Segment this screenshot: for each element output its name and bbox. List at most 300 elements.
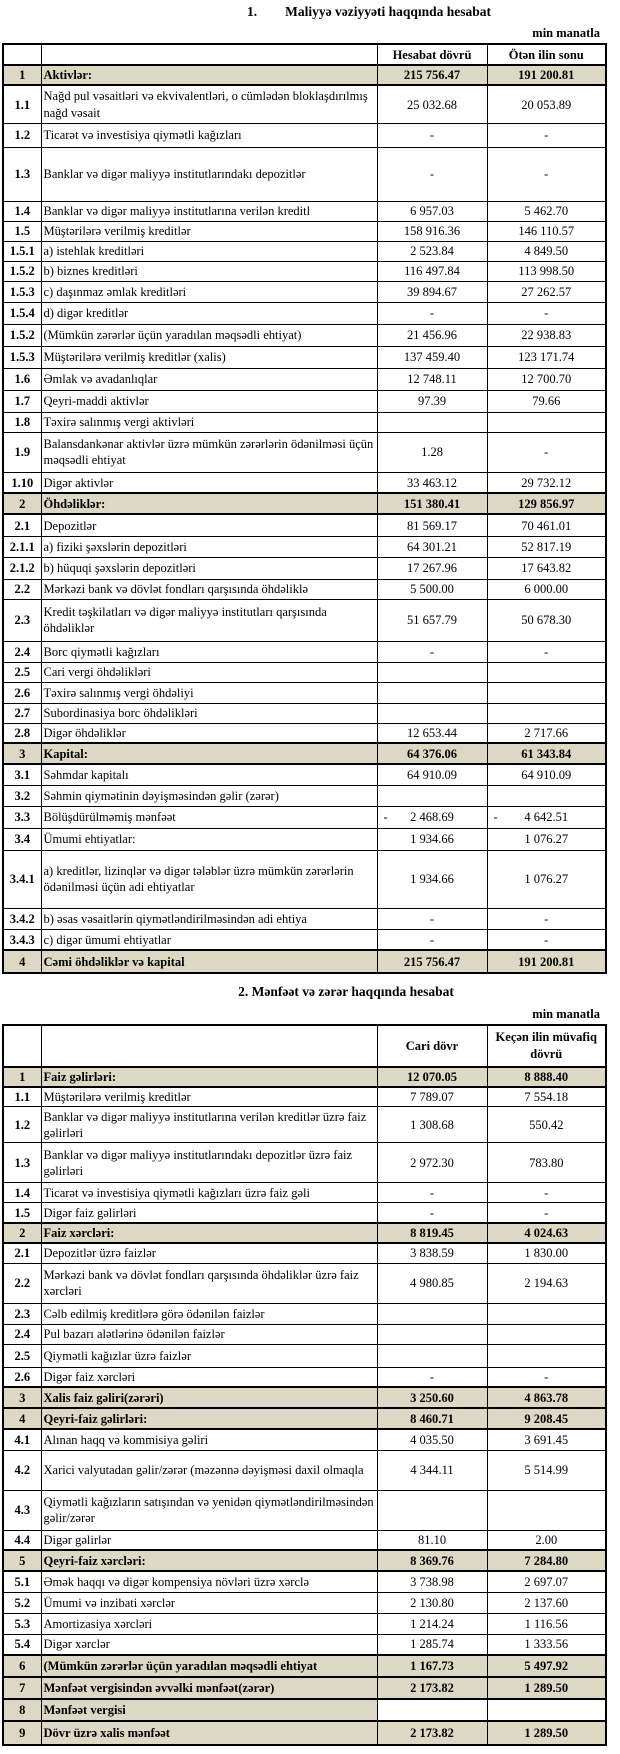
table-row bbox=[3, 1408, 606, 1429]
row-label: b) hüquqi şəxslərin depozitləri bbox=[41, 557, 377, 579]
value-previous: 17 643.82 bbox=[487, 557, 606, 579]
value-previous bbox=[487, 1490, 606, 1530]
value-previous: 61 343.84 bbox=[487, 743, 606, 764]
row-number: 2.5 bbox=[3, 1344, 41, 1367]
row-label: Ümumi və inzibati xərclər bbox=[41, 1592, 377, 1613]
value-current: 8 819.45 bbox=[377, 1223, 487, 1243]
row-label: Digər gəlirlər bbox=[41, 1530, 377, 1550]
row-label: Qiymətli kağızlar üzrə faizlər bbox=[41, 1344, 377, 1367]
value-current bbox=[377, 662, 487, 682]
section-financial-position bbox=[0, 2, 620, 974]
row-label: Öhdəliklər: bbox=[41, 493, 377, 514]
value-previous bbox=[487, 412, 606, 432]
value-current: 2 130.80 bbox=[377, 1592, 487, 1613]
row-label: Borc qiymətli kağızları bbox=[41, 641, 377, 662]
row-number: 4 bbox=[3, 1408, 41, 1429]
value-previous: 4 863.78 bbox=[487, 1387, 606, 1408]
unit-note-1: min manatla bbox=[532, 26, 600, 41]
row-number: 2.2 bbox=[3, 579, 41, 599]
row-label: Ticarət və investisiya qiymətli kağızları bbox=[41, 123, 377, 147]
table-row bbox=[3, 828, 606, 850]
row-label: Subordinasiya borc öhdəlikləri bbox=[41, 703, 377, 723]
value-previous: 2 137.60 bbox=[487, 1592, 606, 1613]
value-previous: 1 116.56 bbox=[487, 1613, 606, 1634]
value-previous: 2 717.66 bbox=[487, 723, 606, 743]
value-previous bbox=[487, 785, 606, 806]
value-previous: 783.80 bbox=[487, 1143, 606, 1183]
table-row bbox=[3, 641, 606, 662]
column-header-1: Cari dövr bbox=[377, 1025, 487, 1067]
value-previous: 5 514.99 bbox=[487, 1450, 606, 1490]
row-number: 1.10 bbox=[3, 472, 41, 493]
value-previous: - bbox=[487, 1367, 606, 1387]
table-row bbox=[3, 201, 606, 221]
value-current: 1 934.66 bbox=[377, 828, 487, 850]
row-number: 1.8 bbox=[3, 412, 41, 432]
row-number: 4 bbox=[3, 950, 41, 973]
row-number: 1.1 bbox=[3, 85, 41, 123]
row-number: 5.1 bbox=[3, 1571, 41, 1592]
value-current: 1 934.66 bbox=[377, 850, 487, 908]
value-current: 116 497.84 bbox=[377, 261, 487, 281]
table-row bbox=[3, 723, 606, 743]
row-label: Müştərilərə verilmiş kreditlər (xalis) bbox=[41, 346, 377, 368]
row-number: 1.2 bbox=[3, 1107, 41, 1143]
row-label: Banklar və digər maliyyə institutlarına verilən kreditlər üzrə faiz gəlirləri bbox=[41, 1107, 377, 1143]
table-row bbox=[3, 1087, 606, 1107]
value-previous: - bbox=[487, 123, 606, 147]
table-row bbox=[3, 1655, 606, 1677]
value-previous: 4 849.50 bbox=[487, 241, 606, 261]
value-current: 4 344.11 bbox=[377, 1450, 487, 1490]
row-number: 3.4.3 bbox=[3, 929, 41, 950]
value-current: - bbox=[377, 1203, 487, 1223]
table-row bbox=[3, 1677, 606, 1699]
value-previous: - bbox=[487, 432, 606, 472]
table-row bbox=[3, 514, 606, 536]
row-label: Digər faiz xərcləri bbox=[41, 1367, 377, 1387]
row-number: 3.3 bbox=[3, 806, 41, 828]
value-current bbox=[377, 1344, 487, 1367]
row-label: Digər xərclər bbox=[41, 1634, 377, 1655]
value-previous: 129 856.97 bbox=[487, 493, 606, 514]
value-previous: 550.42 bbox=[487, 1107, 606, 1143]
value-previous bbox=[487, 1324, 606, 1344]
value-previous: 123 171.74 bbox=[487, 346, 606, 368]
row-number: 2.3 bbox=[3, 1303, 41, 1324]
value-previous bbox=[487, 703, 606, 723]
row-label: Pul bazarı alətlərinə ödənilən faizlər bbox=[41, 1324, 377, 1344]
column-header-1: Hesabat dövrü bbox=[377, 44, 487, 65]
value-previous bbox=[487, 682, 606, 703]
table-row bbox=[3, 493, 606, 514]
table-row bbox=[3, 432, 606, 472]
value-current: 81 569.17 bbox=[377, 514, 487, 536]
row-number: 4.3 bbox=[3, 1490, 41, 1530]
table-row bbox=[3, 1067, 606, 1087]
value-previous: 3 691.45 bbox=[487, 1429, 606, 1450]
table-row bbox=[3, 65, 606, 85]
value-current: 51 657.79 bbox=[377, 599, 487, 641]
value-current: 3 250.60 bbox=[377, 1387, 487, 1408]
table-row bbox=[3, 785, 606, 806]
row-label: Cari vergi öhdəlikləri bbox=[41, 662, 377, 682]
value-current: 1 285.74 bbox=[377, 1634, 487, 1655]
row-label-header bbox=[41, 44, 377, 65]
row-label: Banklar və digər maliyyə institutlarındakı depozitlər üzrə faiz gəlirləri bbox=[41, 1143, 377, 1183]
table-row bbox=[3, 261, 606, 281]
row-number: 1.5.2 bbox=[3, 324, 41, 346]
table-row bbox=[3, 703, 606, 723]
row-label: Qeyri-faiz xərcləri: bbox=[41, 1550, 377, 1571]
profit-loss-table bbox=[2, 1024, 607, 1747]
row-number: 1.4 bbox=[3, 1183, 41, 1203]
table-row bbox=[3, 743, 606, 764]
row-number: 2.8 bbox=[3, 723, 41, 743]
value-current bbox=[377, 785, 487, 806]
row-label: Kredit təşkilatları və digər maliyyə institutları qarşısında öhdəliklər bbox=[41, 599, 377, 641]
row-label: Banklar və digər maliyyə institutlarına verilən kreditl bbox=[41, 201, 377, 221]
row-label: Nağd pul vəsaitləri və ekvivalentləri, o cümlədən bloklaşdırılmış nağd vəsait bbox=[41, 85, 377, 123]
table-row bbox=[3, 579, 606, 599]
table-row bbox=[3, 241, 606, 261]
table-row bbox=[3, 281, 606, 302]
table-row bbox=[3, 1592, 606, 1613]
table-row bbox=[3, 324, 606, 346]
value-current bbox=[377, 1490, 487, 1530]
value-previous: 20 053.89 bbox=[487, 85, 606, 123]
value-current: 2 173.82 bbox=[377, 1721, 487, 1745]
table-row bbox=[3, 764, 606, 785]
row-number: 3.4.1 bbox=[3, 850, 41, 908]
column-header-2: Keçən ilin müvafiq dövrü bbox=[487, 1025, 606, 1067]
value-previous bbox=[487, 1699, 606, 1721]
row-number: 1.7 bbox=[3, 390, 41, 412]
value-previous: 191 200.81 bbox=[487, 65, 606, 85]
table-row bbox=[3, 1183, 606, 1203]
value-previous: 29 732.12 bbox=[487, 472, 606, 493]
row-number: 2.5 bbox=[3, 662, 41, 682]
row-number: 5 bbox=[3, 1550, 41, 1571]
value-current: 7 789.07 bbox=[377, 1087, 487, 1107]
table-row bbox=[3, 1203, 606, 1223]
table-row bbox=[3, 950, 606, 973]
row-number: 1.5 bbox=[3, 221, 41, 241]
row-number: 1.5 bbox=[3, 1203, 41, 1223]
table-row bbox=[3, 1143, 606, 1183]
value-current: - bbox=[377, 641, 487, 662]
financial-position-table bbox=[2, 43, 607, 974]
table-row bbox=[3, 850, 606, 908]
row-number: 1 bbox=[3, 65, 41, 85]
value-current: 4 980.85 bbox=[377, 1263, 487, 1303]
row-number: 1.3 bbox=[3, 147, 41, 201]
value-previous: 113 998.50 bbox=[487, 261, 606, 281]
row-label: Müştərilərə verilmiş kreditlər bbox=[41, 1087, 377, 1107]
row-number: 2.3 bbox=[3, 599, 41, 641]
row-label: c) digər ümumi ehtiyatlar bbox=[41, 929, 377, 950]
table-row bbox=[3, 412, 606, 432]
value-previous: 2.00 bbox=[487, 1530, 606, 1550]
row-label: Cəlb edilmiş kreditlərə görə ödənilən faizlər bbox=[41, 1303, 377, 1324]
value-current: 64 301.21 bbox=[377, 536, 487, 557]
row-number: 5.2 bbox=[3, 1592, 41, 1613]
table-row bbox=[3, 929, 606, 950]
row-label: Balansdankənar aktivlər üzrə mümkün zərərlərin ödənilməsi üçün məqsədli ehtiyat bbox=[41, 432, 377, 472]
value-previous: 7 284.80 bbox=[487, 1550, 606, 1571]
row-label: Depozitlər üzrə faizlər bbox=[41, 1243, 377, 1263]
row-label: b) biznes kreditləri bbox=[41, 261, 377, 281]
row-label: Faiz xərcləri: bbox=[41, 1223, 377, 1243]
table-row bbox=[3, 1324, 606, 1344]
value-current: 8 369.76 bbox=[377, 1550, 487, 1571]
value-previous bbox=[487, 1303, 606, 1324]
row-label: c) daşınmaz əmlak kreditləri bbox=[41, 281, 377, 302]
value-current bbox=[377, 703, 487, 723]
row-number: 1.4 bbox=[3, 201, 41, 221]
value-current: - bbox=[377, 123, 487, 147]
table-row bbox=[3, 1263, 606, 1303]
value-current: 12 748.11 bbox=[377, 368, 487, 390]
value-current: 2 523.84 bbox=[377, 241, 487, 261]
value-previous: 191 200.81 bbox=[487, 950, 606, 973]
value-previous: 22 938.83 bbox=[487, 324, 606, 346]
value-previous: - bbox=[487, 147, 606, 201]
value-previous: 9 208.45 bbox=[487, 1408, 606, 1429]
row-label: Depozitlər bbox=[41, 514, 377, 536]
table-row bbox=[3, 1571, 606, 1592]
row-number-header bbox=[3, 44, 41, 65]
row-number: 1 bbox=[3, 1067, 41, 1087]
value-previous: - bbox=[487, 1183, 606, 1203]
value-current: 33 463.12 bbox=[377, 472, 487, 493]
table-row bbox=[3, 390, 606, 412]
value-previous: 8 888.40 bbox=[487, 1067, 606, 1087]
row-label: Mənfəət vergisi bbox=[41, 1699, 377, 1721]
header-row bbox=[3, 44, 606, 65]
value-current: 2 972.30 bbox=[377, 1143, 487, 1183]
section-1-title bbox=[0, 2, 620, 20]
table-row bbox=[3, 1303, 606, 1324]
table-row bbox=[3, 1721, 606, 1745]
row-number: 2 bbox=[3, 1223, 41, 1243]
row-label: Mənfəət vergisindən əvvəlki mənfəət(zərər) bbox=[41, 1677, 377, 1699]
value-current: 4 035.50 bbox=[377, 1429, 487, 1450]
row-label: Banklar və digər maliyyə institutlarındakı depozitlər bbox=[41, 147, 377, 201]
row-number: 1.1 bbox=[3, 1087, 41, 1107]
table-row bbox=[3, 536, 606, 557]
row-label: Mərkəzi bank və dövlət fondları qarşısında öhdəliklər üzrə faiz xərcləri bbox=[41, 1263, 377, 1303]
value-current: - bbox=[377, 908, 487, 929]
value-current: 12 653.44 bbox=[377, 723, 487, 743]
table-row bbox=[3, 1223, 606, 1243]
row-number: 1.2 bbox=[3, 123, 41, 147]
table-row bbox=[3, 1367, 606, 1387]
row-number: 4.4 bbox=[3, 1530, 41, 1550]
row-label: Mərkəzi bank və dövlət fondları qarşısında öhdəliklə bbox=[41, 579, 377, 599]
row-number: 5.4 bbox=[3, 1634, 41, 1655]
value-previous: 146 110.57 bbox=[487, 221, 606, 241]
row-label: Alınan haqq və kommisiya gəliri bbox=[41, 1429, 377, 1450]
value-previous: 70 461.01 bbox=[487, 514, 606, 536]
value-current: 64 376.06 bbox=[377, 743, 487, 764]
row-number: 2.4 bbox=[3, 641, 41, 662]
value-previous: 2 194.63 bbox=[487, 1263, 606, 1303]
value-current: 2 468.69 bbox=[410, 810, 454, 825]
row-number: 2.4 bbox=[3, 1324, 41, 1344]
value-current: 215 756.47 bbox=[377, 950, 487, 973]
row-label: a) istehlak kreditləri bbox=[41, 241, 377, 261]
value-previous bbox=[487, 662, 606, 682]
row-label: d) digər kreditlər bbox=[41, 302, 377, 324]
value-previous bbox=[487, 806, 606, 828]
table-row bbox=[3, 147, 606, 201]
table-row bbox=[3, 1387, 606, 1408]
row-label: Əmlak və avadanlıqlar bbox=[41, 368, 377, 390]
row-number: 2.2 bbox=[3, 1263, 41, 1303]
value-current bbox=[377, 1303, 487, 1324]
value-previous: 64 910.09 bbox=[487, 764, 606, 785]
value-previous: 79.66 bbox=[487, 390, 606, 412]
table-row bbox=[3, 1699, 606, 1721]
value-current: 1 308.68 bbox=[377, 1107, 487, 1143]
row-number: 4.1 bbox=[3, 1429, 41, 1450]
value-current: 151 380.41 bbox=[377, 493, 487, 514]
row-number: 1.5.3 bbox=[3, 281, 41, 302]
value-current: - bbox=[377, 929, 487, 950]
row-label: (Mümkün zərərlər üçün yaradılan məqsədli ehtiyat) bbox=[41, 324, 377, 346]
table-row bbox=[3, 682, 606, 703]
row-label: Səhmin qiymətinin dəyişməsindən gəlir (zərər) bbox=[41, 785, 377, 806]
table-row bbox=[3, 368, 606, 390]
table-row bbox=[3, 221, 606, 241]
row-number: 6 bbox=[3, 1655, 41, 1677]
row-label: Təxirə salınmış vergi öhdəliyi bbox=[41, 682, 377, 703]
row-label: Ümumi ehtiyatlar: bbox=[41, 828, 377, 850]
row-number: 1.5.1 bbox=[3, 241, 41, 261]
table-row bbox=[3, 662, 606, 682]
table-row bbox=[3, 472, 606, 493]
table-row bbox=[3, 1429, 606, 1450]
row-number: 3.4 bbox=[3, 828, 41, 850]
row-number-header bbox=[3, 1025, 41, 1067]
row-number: 8 bbox=[3, 1699, 41, 1721]
table-row bbox=[3, 1450, 606, 1490]
value-current: 2 173.82 bbox=[377, 1677, 487, 1699]
table-row bbox=[3, 1550, 606, 1571]
value-previous: 7 554.18 bbox=[487, 1087, 606, 1107]
header-row bbox=[3, 1025, 606, 1067]
value-previous: 12 700.70 bbox=[487, 368, 606, 390]
table-row bbox=[3, 1344, 606, 1367]
value-previous: 5 462.70 bbox=[487, 201, 606, 221]
value-previous: 6 000.00 bbox=[487, 579, 606, 599]
value-previous: 27 262.57 bbox=[487, 281, 606, 302]
row-label: Bölüşdürülməmiş mənfəət bbox=[41, 806, 377, 828]
row-label: Cəmi öhdəliklər və kapital bbox=[41, 950, 377, 973]
row-label: Qeyri-faiz gəlirləri: bbox=[41, 1408, 377, 1429]
row-label: Faiz gəlirləri: bbox=[41, 1067, 377, 1087]
value-current: 21 456.96 bbox=[377, 324, 487, 346]
value-previous: 1 289.50 bbox=[487, 1721, 606, 1745]
row-number: 7 bbox=[3, 1677, 41, 1699]
row-number: 3 bbox=[3, 1387, 41, 1408]
value-previous: 2 697.07 bbox=[487, 1571, 606, 1592]
value-current: - bbox=[377, 147, 487, 201]
table-row bbox=[3, 346, 606, 368]
section-2-title: 2. Mənfəət və zərər haqqında hesabat bbox=[238, 984, 454, 1000]
value-current: 215 756.47 bbox=[377, 65, 487, 85]
value-current: 5 500.00 bbox=[377, 579, 487, 599]
value-current bbox=[377, 412, 487, 432]
row-label: Digər aktivlər bbox=[41, 472, 377, 493]
row-label-header bbox=[41, 1025, 377, 1067]
value-current bbox=[377, 1324, 487, 1344]
value-previous bbox=[487, 1344, 606, 1367]
value-previous: - bbox=[487, 302, 606, 324]
row-label: Müştərilərə verilmiş kreditlər bbox=[41, 221, 377, 241]
value-current: 1 167.73 bbox=[377, 1655, 487, 1677]
table-row bbox=[3, 1613, 606, 1634]
table-row bbox=[3, 1243, 606, 1263]
value-previous: - bbox=[487, 641, 606, 662]
row-label: Təxirə salınmış vergi aktivləri bbox=[41, 412, 377, 432]
row-number: 4.2 bbox=[3, 1450, 41, 1490]
table-row bbox=[3, 1530, 606, 1550]
unit-note-2: min manatla bbox=[532, 1006, 600, 1021]
table-row bbox=[3, 1634, 606, 1655]
row-number: 2.1 bbox=[3, 514, 41, 536]
value-current: - bbox=[377, 302, 487, 324]
value-current: 1.28 bbox=[377, 432, 487, 472]
row-label: Aktivlər: bbox=[41, 65, 377, 85]
value-current: 64 910.09 bbox=[377, 764, 487, 785]
row-label: Ticarət və investisiya qiymətli kağızları üzrə faiz gəli bbox=[41, 1183, 377, 1203]
value-previous: 4 642.51 bbox=[524, 810, 569, 825]
value-current: 1 214.24 bbox=[377, 1613, 487, 1634]
value-previous: 1 076.27 bbox=[487, 828, 606, 850]
row-label: Əmək haqqı və digər kompensiya növləri üzrə xərclə bbox=[41, 1571, 377, 1592]
row-number: 5.3 bbox=[3, 1613, 41, 1634]
section-profit-loss bbox=[0, 984, 620, 1746]
value-previous: 50 678.30 bbox=[487, 599, 606, 641]
value-current: 137 459.40 bbox=[377, 346, 487, 368]
row-number: 2.6 bbox=[3, 1367, 41, 1387]
row-label: b) əsas vəsaitlərin qiymətləndirilməsindən adi ehtiya bbox=[41, 908, 377, 929]
value-current: 12 070.05 bbox=[377, 1067, 487, 1087]
value-previous: - bbox=[487, 929, 606, 950]
row-number: 1.5.2 bbox=[3, 261, 41, 281]
row-number: 2 bbox=[3, 493, 41, 514]
value-current: 17 267.96 bbox=[377, 557, 487, 579]
value-current: - bbox=[377, 1183, 487, 1203]
value-previous: 5 497.92 bbox=[487, 1655, 606, 1677]
minus-sign: - bbox=[493, 810, 498, 825]
table-row bbox=[3, 1490, 606, 1530]
value-current: 158 916.36 bbox=[377, 221, 487, 241]
value-previous: - bbox=[487, 908, 606, 929]
section-1-number: 1. bbox=[246, 4, 258, 19]
value-previous: - bbox=[487, 1203, 606, 1223]
table-row bbox=[3, 302, 606, 324]
value-current: 8 460.71 bbox=[377, 1408, 487, 1429]
row-label: Digər faiz gəlirləri bbox=[41, 1203, 377, 1223]
table-row bbox=[3, 123, 606, 147]
row-number: 2.1 bbox=[3, 1243, 41, 1263]
row-number: 2.1.2 bbox=[3, 557, 41, 579]
row-label: Dövr üzrə xalis mənfəət bbox=[41, 1721, 377, 1745]
row-number: 2.7 bbox=[3, 703, 41, 723]
